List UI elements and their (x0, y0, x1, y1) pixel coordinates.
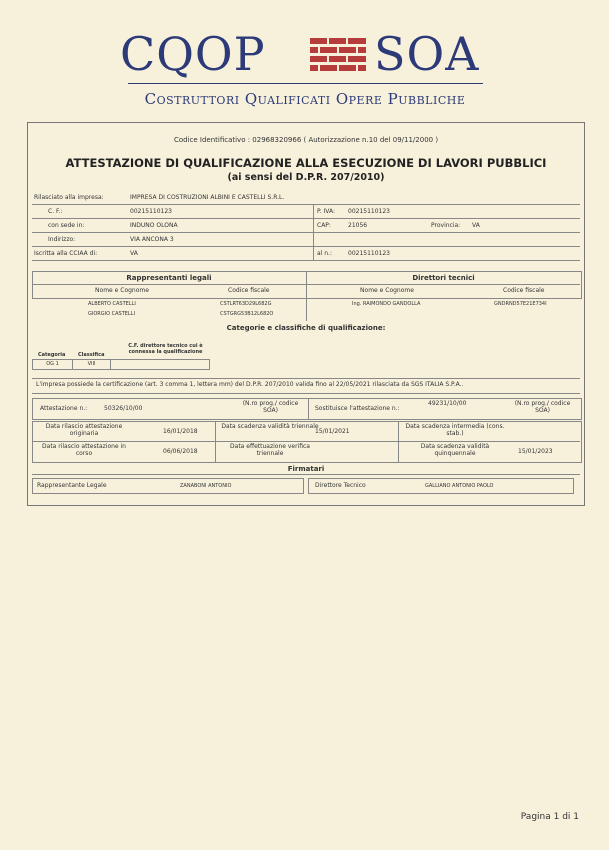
page-indicator: Pagina 1 di 1 (520, 812, 579, 822)
tech-cf-header: Codice fiscale (503, 287, 545, 294)
province-value: VA (472, 222, 480, 229)
intermediate-label: Data scadenza intermedia (cons. stab.) (405, 423, 505, 437)
attestation-number-value: 50326/10/00 (104, 405, 143, 412)
legal-signatory-value: ZANABONI ANTONIO (180, 483, 232, 489)
cqop-soa-logo (120, 28, 490, 112)
legal-rep-cf: CSTLRT63D29L682G (220, 301, 272, 307)
original-issue-value: 16/01/2018 (163, 428, 198, 435)
al-n-label: al n.: (317, 250, 332, 257)
logo-divider (128, 83, 483, 84)
piva-value: 00215110123 (348, 208, 390, 215)
logo-right-word: SOA (374, 27, 480, 81)
certification-note: L'impresa possiede la certificazione (art. 3 comma 1, lettera mm) del D.P.R. 207/2010 valida fino al 22/05/2021 rilasciata da SGS ITALIA S.P.A.. (36, 381, 464, 388)
col-class-header: Classifica (78, 352, 105, 358)
replaces-value: 49231/10/00 (428, 400, 467, 407)
seat-value: INDUNO OLONA (130, 222, 178, 229)
document-title: ATTESTAZIONE DI QUALIFICAZIONE ALLA ESECUZIONE DI LAVORI PUBBLICI (65, 156, 547, 170)
legal-rep-name: GIORGIO CASTELLI (88, 311, 135, 317)
triennial-label: Data scadenza validità triennale (221, 423, 319, 430)
class-value: VIII (87, 361, 96, 367)
legal-signatory-label: Rappresentante Legale (37, 482, 107, 489)
current-issue-label: Data rilascio attestazione in corso (42, 443, 126, 457)
identification-code: Codice Identificativo : 02968320966 ( Autorizzazione n.10 del 09/11/2000 ) (173, 136, 439, 144)
quinquennial-value: 15/01/2023 (518, 448, 553, 455)
seat-label: con sede in: (48, 222, 85, 229)
prog-code-label: (N.ro prog./ codice SOA) (242, 400, 299, 414)
document-subtitle: (ai sensi del D.P.R. 207/2010) (227, 172, 385, 183)
legal-reps-title: Rappresentanti legali (126, 274, 212, 282)
cf-label: C. F.: (48, 208, 63, 215)
legal-rep-cf: CSTGRG53B12L682O (220, 311, 274, 317)
attestation-frame (27, 122, 585, 506)
tech-name-header: Nome e Cognome (360, 287, 414, 294)
cciaa-value: VA (130, 250, 138, 257)
verify-label: Data effettuazione verifica triennale (230, 443, 310, 457)
legal-cf-header: Codice fiscale (228, 287, 270, 294)
address-value: VIA ANCONA 3 (130, 236, 174, 243)
tech-directors-title: Direttori tecnici (412, 274, 475, 282)
categories-title: Categorie e classifiche di qualificazione: (226, 324, 386, 332)
prog-code-label-2: (N.ro prog./ codice SOA) (514, 400, 571, 414)
legal-rep-name: ALBERTO CASTELLI (88, 301, 136, 307)
address-label: Indirizzo: (48, 236, 76, 243)
tech-director-cf: GNDRND57E21E734I (494, 301, 547, 307)
col-director-header: C.F. direttore tecnico cui è connessa la qualificazione (128, 343, 203, 355)
replaces-label: Sostituisce l'attestazione n.: (315, 405, 400, 412)
signatories-title: Firmatari (287, 465, 325, 473)
brick-icon (310, 38, 366, 72)
province-label: Provincia: (431, 222, 461, 229)
al-n-value: 00215110123 (348, 250, 390, 257)
tech-signatory-value: GALLIANO ANTONIO PAOLO (425, 483, 494, 489)
col-category-header: Categoria (38, 352, 66, 358)
legal-name-header: Nome e Cognome (95, 287, 149, 294)
cciaa-label: Iscritta alla CCIAA di: (34, 250, 98, 257)
piva-label: P. IVA: (317, 208, 336, 215)
quinquennial-label: Data scadenza validità quinquennale (420, 443, 490, 457)
issued-to-value: IMPRESA DI COSTRUZIONI ALBINI E CASTELLI S.R.L. (130, 194, 285, 201)
logo-subtitle: Costruttori Qualificati Opere Pubbliche (144, 90, 466, 108)
cap-label: CAP: (317, 222, 331, 229)
logo-left-word: CQOP (120, 27, 266, 81)
current-issue-value: 06/06/2018 (163, 448, 198, 455)
cap-value: 21056 (348, 222, 368, 229)
tech-signatory-label: Direttore Tecnico (315, 482, 366, 489)
cf-value: 00215110123 (130, 208, 172, 215)
original-issue-label: Data rilascio attestazione originaria (45, 423, 123, 437)
category-value: OG 1 (46, 361, 59, 367)
issued-to-label: Rilasciato alla impresa: (34, 194, 104, 201)
tech-director-name: Ing. RAIMONDO GANDOLLA (352, 301, 421, 307)
attestation-number-label: Attestazione n.: (40, 405, 88, 412)
triennial-value: 15/01/2021 (315, 428, 350, 435)
